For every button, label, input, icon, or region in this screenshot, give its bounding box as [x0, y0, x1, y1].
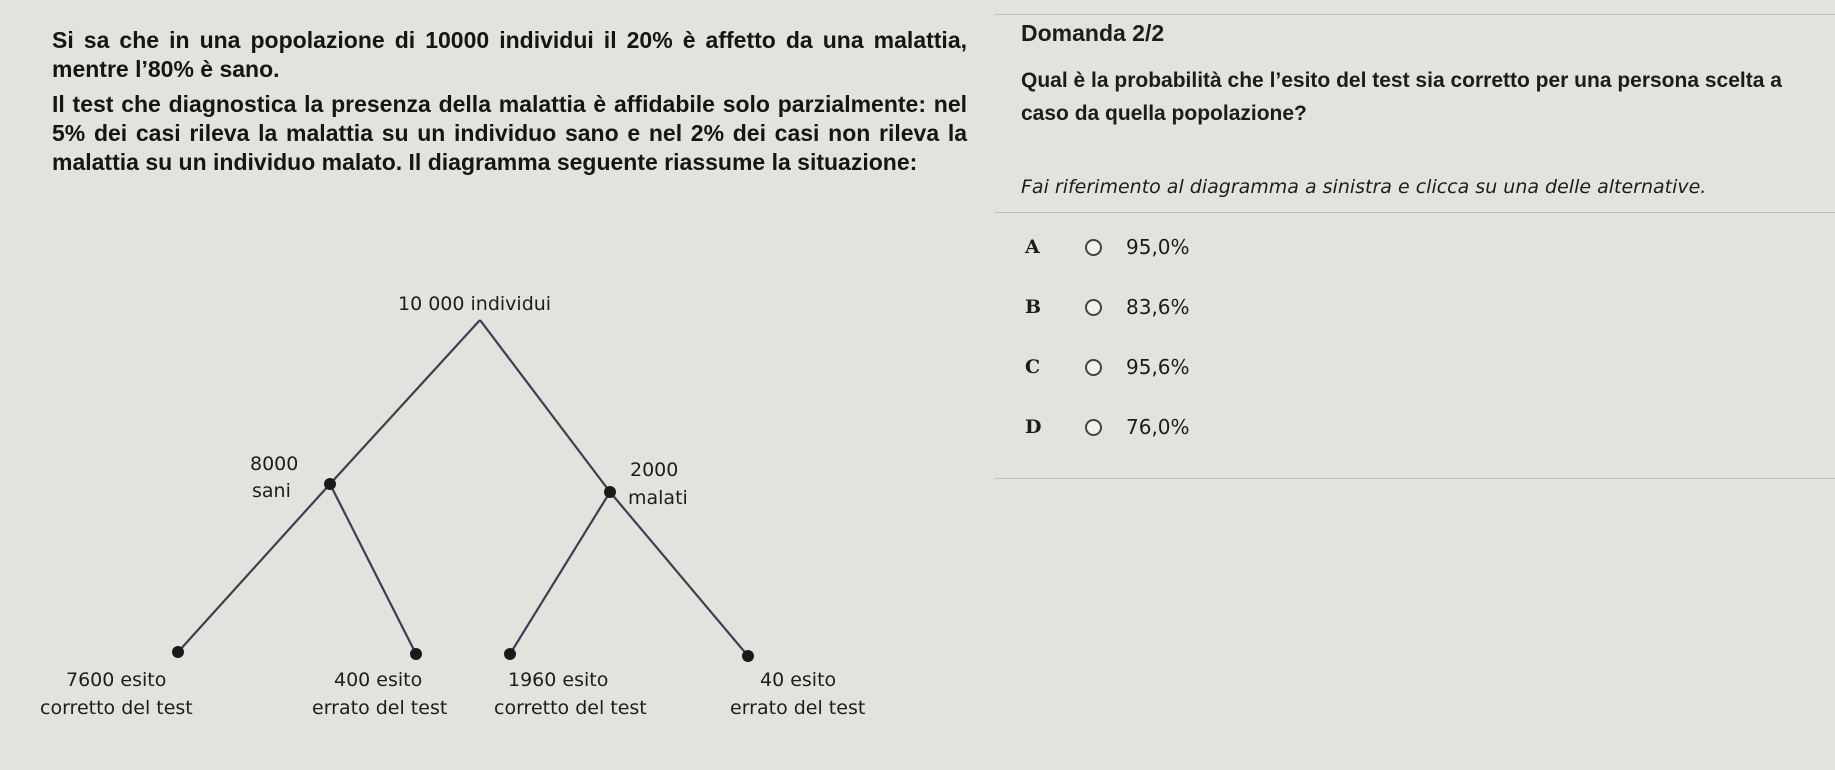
leaf-4-line-2: errato del test	[730, 697, 866, 719]
leaf-3-line-1: 1960 esito	[508, 669, 609, 691]
question-hint: Fai riferimento al diagramma a sinistra e clicca su una delle alternative.	[1021, 176, 1707, 198]
leaf-1-line-2: corretto del test	[40, 697, 193, 719]
edge-healthy-wrong	[330, 484, 416, 654]
option-c[interactable]	[1025, 350, 1190, 384]
edge-root-sick	[480, 320, 610, 492]
problem-paragraph-2: Il test che diagnostica la presenza della malattia è affidabile solo parzialmente: nel 5% dei casi rileva la malattia su un individuo sano e nel 2% dei casi non rileva la malattia su un individuo malato. Il diagramma seguente riassume la situazione:	[52, 91, 967, 175]
option-b[interactable]	[1025, 290, 1190, 324]
problem-statement	[52, 26, 967, 183]
edge-root-healthy	[330, 320, 480, 484]
probability-tree-diagram	[0, 270, 980, 740]
option-b-radio[interactable]	[1085, 299, 1102, 316]
panel-middle-divider	[995, 212, 1835, 213]
option-c-letter: C	[1025, 356, 1041, 378]
leaf-2-line-1: 400 esito	[334, 669, 423, 691]
option-d-letter: D	[1025, 416, 1042, 438]
option-b-value: 83,6%	[1126, 295, 1190, 319]
option-a-value: 95,0%	[1126, 235, 1190, 259]
question-text: Qual è la probabilità che l’esito del test sia corretto per una persona scelta a caso da quella popolazione?	[1021, 69, 1782, 125]
option-d-value: 76,0%	[1126, 415, 1190, 439]
node-leaf-4	[742, 650, 754, 662]
option-d-radio[interactable]	[1085, 419, 1102, 436]
option-a[interactable]	[1025, 230, 1190, 264]
node-sick	[604, 486, 616, 498]
healthy-count: 8000	[250, 453, 299, 475]
node-healthy	[324, 478, 336, 490]
node-leaf-3	[504, 648, 516, 660]
sick-count: 2000	[630, 459, 679, 481]
problem-paragraph-1: Si sa che in una popolazione di 10000 individui il 20% è affetto da una malattia, mentre l’80% è sano.	[52, 27, 967, 82]
leaf-4-line-1: 40 esito	[760, 669, 837, 691]
option-d[interactable]	[1025, 410, 1190, 444]
healthy-label: sani	[252, 480, 291, 502]
question-header: Domanda 2/2	[1021, 20, 1165, 46]
option-b-letter: B	[1025, 296, 1042, 318]
option-c-radio[interactable]	[1085, 359, 1102, 376]
node-leaf-1	[172, 646, 184, 658]
panel-top-divider	[995, 14, 1835, 15]
sick-label: malati	[628, 487, 688, 509]
leaf-2-line-2: errato del test	[312, 697, 448, 719]
edge-sick-correct	[510, 492, 610, 654]
option-a-letter: A	[1025, 236, 1040, 258]
root-label: 10 000 individui	[398, 293, 552, 315]
edge-healthy-correct	[178, 484, 330, 652]
option-a-radio[interactable]	[1085, 239, 1102, 256]
option-c-value: 95,6%	[1126, 355, 1190, 379]
node-leaf-2	[410, 648, 422, 660]
leaf-1-line-1: 7600 esito	[66, 669, 167, 691]
edge-sick-wrong	[610, 492, 748, 656]
leaf-3-line-2: corretto del test	[494, 697, 647, 719]
panel-bottom-divider	[995, 478, 1835, 479]
